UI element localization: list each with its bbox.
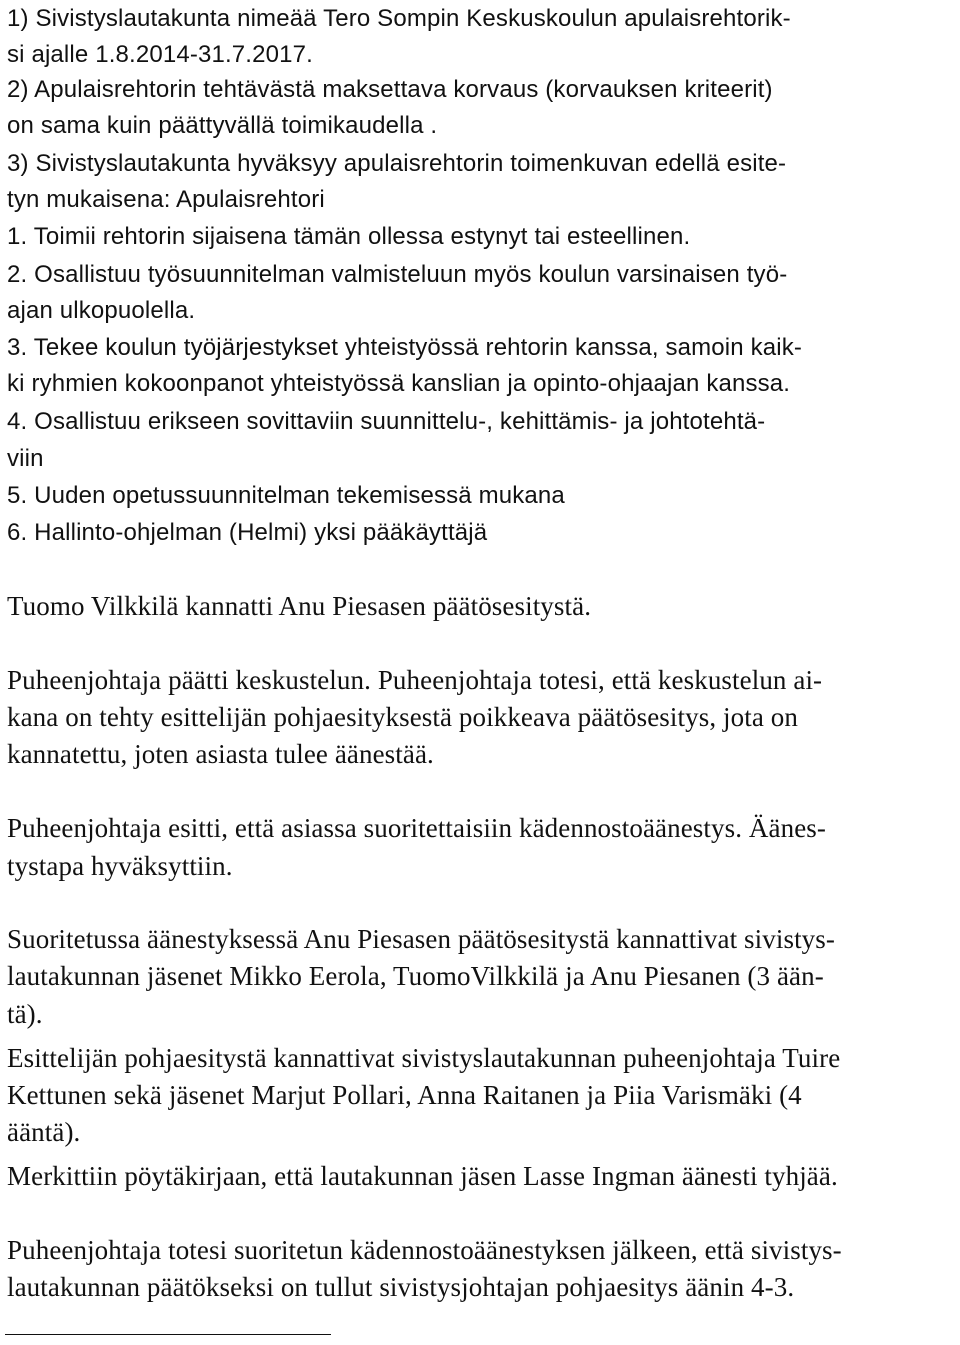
decision-line: on sama kuin päättyvällä toimikaudella . — [7, 112, 438, 139]
duty-line: 1. Toimii rehtorin sijaisena tämän ollessa estynyt tai esteellinen. — [7, 223, 691, 250]
minutes-line: ääntä). — [7, 1117, 81, 1147]
decision-line: 1) Sivistyslautakunta nimeää Tero Sompin Keskuskoulun apulaisrehtorik- — [7, 5, 791, 32]
decision-line: si ajalle 1.8.2014-31.7.2017. — [7, 41, 313, 68]
minutes-line: kana on tehty esittelijän pohjaesityksestä poikkeava päätösesitys, jota on — [7, 702, 798, 732]
duty-line: 2. Osallistuu työsuunnitelman valmisteluun myös koulun varsinaisen työ- — [7, 261, 788, 288]
minutes-line: kannatettu, joten asiasta tulee äänestää. — [7, 739, 434, 769]
minutes-line: Kettunen sekä jäsenet Marjut Pollari, Anna Raitanen ja Piia Varismäki (4 — [7, 1080, 802, 1110]
minutes-line: Merkittiin pöytäkirjaan, että lautakunnan jäsen Lasse Ingman äänesti tyhjää. — [7, 1161, 838, 1191]
horizontal-rule — [5, 1334, 331, 1335]
decision-line: 2) Apulaisrehtorin tehtävästä maksettava korvaus (korvauksen kriteerit) — [7, 76, 773, 103]
duty-line: ki ryhmien kokoonpanot yhteistyössä kanslian ja opinto-ohjaajan kanssa. — [7, 370, 791, 397]
duty-line: 6. Hallinto-ohjelman (Helmi) yksi pääkäyttäjä — [7, 519, 488, 546]
decision-line: tyn mukaisena: Apulaisrehtori — [7, 186, 325, 213]
minutes-line: Puheenjohtaja päätti keskustelun. Puheenjohtaja totesi, että keskustelun ai- — [7, 665, 823, 695]
minutes-line: Tuomo Vilkkilä kannatti Anu Piesasen päätösesitystä. — [7, 591, 592, 621]
minutes-line: Esittelijän pohjaesitystä kannattivat sivistyslautakunnan puheenjohtaja Tuire — [7, 1043, 841, 1073]
minutes-line: lautakunnan päätökseksi on tullut sivistysjohtajan pohjaesitys äänin 4-3. — [7, 1272, 795, 1302]
minutes-line: lautakunnan jäsenet Mikko Eerola, TuomoVilkkilä ja Anu Piesanen (3 ään- — [7, 961, 824, 991]
duty-line: viin — [7, 445, 44, 472]
minutes-line: Suoritetussa äänestyksessä Anu Piesasen päätösesitystä kannattivat sivistys- — [7, 924, 835, 954]
duty-line: 5. Uuden opetussuunnitelman tekemisessä mukana — [7, 482, 565, 509]
minutes-line: Puheenjohtaja esitti, että asiassa suoritettaisiin kädennostoäänestys. Äänes- — [7, 813, 826, 843]
minutes-line: tä). — [7, 999, 43, 1029]
duty-line: 3. Tekee koulun työjärjestykset yhteistyössä rehtorin kanssa, samoin kaik- — [7, 334, 803, 361]
minutes-line: tystapa hyväksyttiin. — [7, 851, 233, 881]
duty-line: 4. Osallistuu erikseen sovittaviin suunnittelu-, kehittämis- ja johtotehtä- — [7, 408, 766, 435]
decision-line: 3) Sivistyslautakunta hyväksyy apulaisrehtorin toimenkuvan edellä esite- — [7, 150, 787, 177]
minutes-line: Puheenjohtaja totesi suoritetun kädennostoäänestyksen jälkeen, että sivistys- — [7, 1235, 842, 1265]
duty-line: ajan ulkopuolella. — [7, 297, 196, 324]
